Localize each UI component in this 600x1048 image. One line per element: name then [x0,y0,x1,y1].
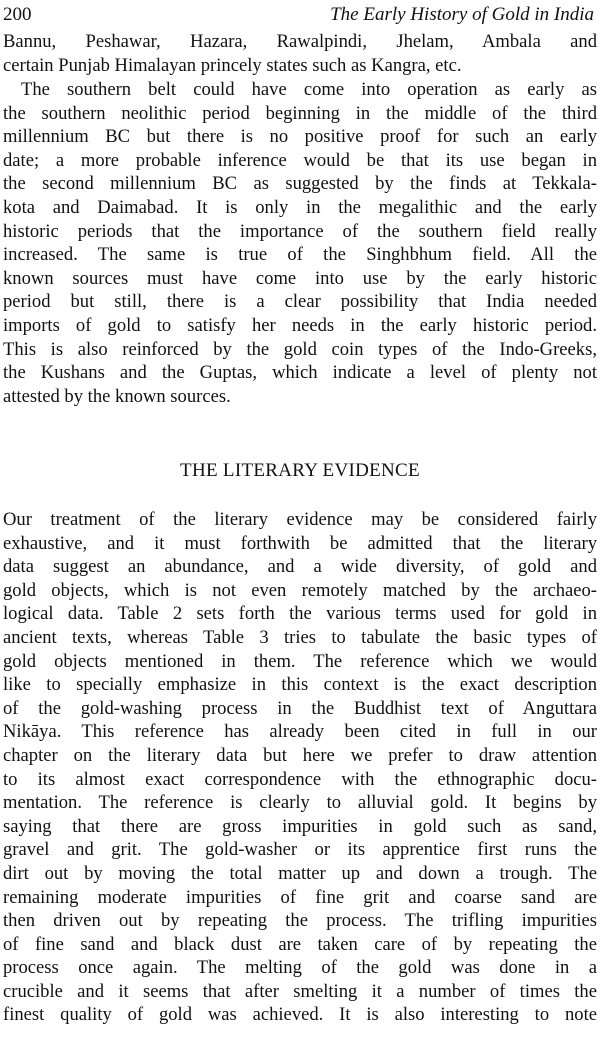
text-line: gold objects, which is not even remotely matched by the archaeo- [3,579,597,601]
text-line: attested by the known sources. [3,385,231,407]
text-line: the southern neolithic period beginning in the middle of the third [3,102,597,124]
text-line: chapter on the literary data but here we prefer to draw attention [3,744,597,766]
text-line: known sources must have come into use by the early historic [3,267,597,289]
text-line: then driven out by repeating the process. The trifling impurities [3,910,597,932]
section-heading: THE LITERARY EVIDENCE [180,460,420,481]
text-line: The southern belt could have come into operation as early as [21,79,597,100]
text-line: Nikāya. This reference has already been cited in full in our [3,721,597,743]
text-line: mentation. The reference is clearly to alluvial gold. It begins by [3,792,597,814]
text-line: the second millennium BC as suggested by the finds at Tekkala- [3,173,597,195]
text-line: the Kushans and the Guptas, which indicate a level of plenty not [3,362,597,384]
text-line: ancient texts, whereas Table 3 tries to tabulate the basic types of [3,626,597,648]
text-line: millennium BC but there is no positive proof for such an early [3,126,597,148]
text-line: historic periods that the importance of the southern field really [3,220,597,242]
text-line: increased. The same is true of the Singhbhum field. All the [3,244,597,266]
text-line: kota and Daimabad. It is only in the megalithic and the early [3,196,597,218]
paragraph-continuation [3,30,597,77]
text-line: dirt out by moving the total matter up and down a trough. The [3,862,597,884]
text-line: of the gold-washing process in the Buddhist text of Anguttara [3,697,597,719]
text-line: like to specially emphasize in this context is the exact description [3,674,597,696]
text-line: of fine sand and black dust are taken care of by repeating the [3,933,597,955]
running-head [3,2,594,28]
text-line: data suggest an abundance, and a wide diversity, of gold and [3,556,597,578]
text-line: This is also reinforced by the gold coin types of the Indo-Greeks, [3,338,597,360]
text-line: period but still, there is a clear possibility that India needed [3,291,597,313]
text-line: certain Punjab Himalayan princely states such as Kangra, etc. [3,54,462,76]
text-line: Bannu, Peshawar, Hazara, Rawalpindi, Jhelam, Ambala and [3,31,597,52]
text-line: remaining moderate impurities of fine grit and coarse sand are [3,886,597,908]
text-line: gravel and grit. The gold-washer or its apprentice first runs the [3,839,597,861]
page-number: 200 [3,4,32,25]
text-line: crucible and it seems that after smelting it a number of times the [3,980,597,1002]
running-title: The Early History of Gold in India [330,4,594,25]
text-line: saying that there are gross impurities in gold such as sand, [3,815,597,837]
paragraph-southern-belt [3,78,597,408]
paragraph-literary-evidence [3,508,597,1027]
text-line: logical data. Table 2 sets forth the various terms used for gold in [3,603,597,625]
text-line: to its almost exact correspondence with the ethnographic docu- [3,768,597,790]
text-line: Our treatment of the literary evidence may be considered fairly [3,509,597,530]
text-line: date; a more probable inference would be that its use began in [3,149,597,171]
text-line: exhaustive, and it must forthwith be admitted that the literary [3,532,597,554]
text-line: imports of gold to satisfy her needs in the early historic period. [3,314,597,336]
text-line: process once again. The melting of the gold was done in a [3,957,597,979]
text-line: finest quality of gold was achieved. It is also interesting to note [3,1004,597,1026]
text-line: gold objects mentioned in them. The reference which we would [3,650,597,672]
